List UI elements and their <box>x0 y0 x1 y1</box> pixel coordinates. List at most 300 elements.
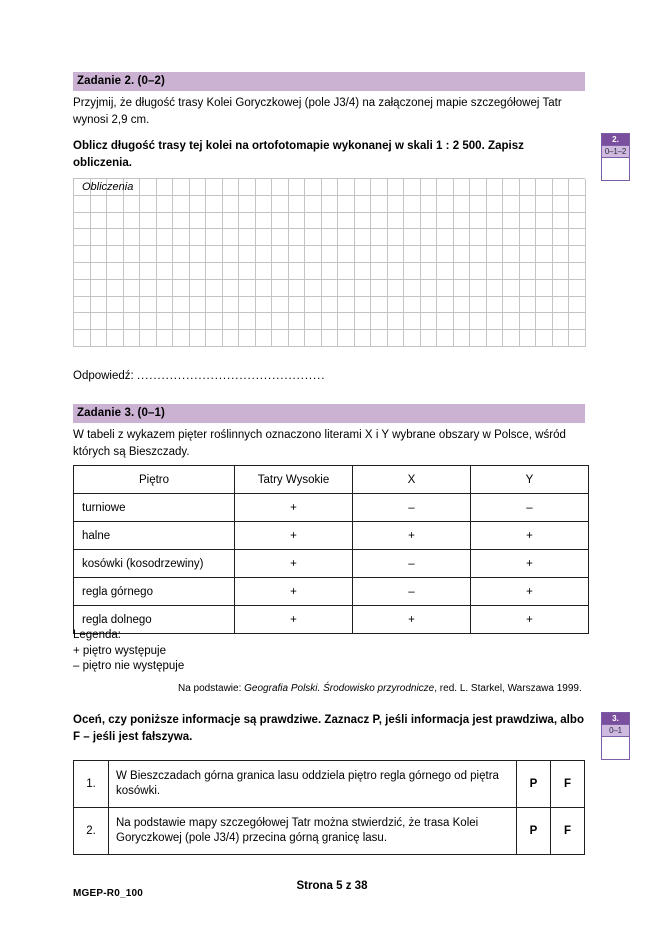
grid-cell[interactable] <box>338 246 355 263</box>
grid-cell[interactable] <box>322 229 339 246</box>
grid-cell[interactable] <box>487 229 504 246</box>
grid-cell[interactable] <box>157 313 174 330</box>
grid-cell[interactable] <box>338 280 355 297</box>
grid-cell[interactable] <box>371 330 388 347</box>
grid-cell[interactable] <box>553 280 570 297</box>
grid-cell[interactable] <box>470 313 487 330</box>
grid-cell[interactable] <box>190 330 207 347</box>
grid-cell[interactable] <box>520 229 537 246</box>
grid-cell[interactable] <box>157 179 174 196</box>
grid-cell[interactable] <box>503 297 520 314</box>
grid-cell[interactable] <box>206 313 223 330</box>
grid-cell[interactable] <box>569 280 586 297</box>
grid-cell[interactable] <box>74 229 91 246</box>
grid-cell[interactable] <box>371 213 388 230</box>
grid-cell[interactable] <box>404 263 421 280</box>
grid-cell[interactable] <box>256 213 273 230</box>
grid-cell[interactable] <box>173 246 190 263</box>
grid-cell[interactable] <box>388 263 405 280</box>
grid-cell[interactable] <box>289 213 306 230</box>
grid-cell[interactable] <box>91 229 108 246</box>
grid-cell[interactable] <box>173 330 190 347</box>
grid-cell[interactable] <box>338 297 355 314</box>
grid-cell[interactable] <box>173 313 190 330</box>
grid-cell[interactable] <box>454 330 471 347</box>
score-box-task-3-blank[interactable] <box>602 737 629 759</box>
grid-cell[interactable] <box>140 297 157 314</box>
grid-cell[interactable] <box>503 196 520 213</box>
grid-cell[interactable] <box>206 246 223 263</box>
grid-cell[interactable] <box>239 280 256 297</box>
grid-cell[interactable] <box>355 196 372 213</box>
grid-cell[interactable] <box>322 313 339 330</box>
score-box-task-2-blank[interactable] <box>602 158 629 180</box>
grid-cell[interactable] <box>569 246 586 263</box>
grid-cell[interactable] <box>454 213 471 230</box>
grid-cell[interactable] <box>355 330 372 347</box>
grid-cell[interactable] <box>239 246 256 263</box>
grid-cell[interactable] <box>223 330 240 347</box>
grid-cell[interactable] <box>91 297 108 314</box>
grid-cell[interactable] <box>272 179 289 196</box>
grid-cell[interactable] <box>487 297 504 314</box>
grid-cell[interactable] <box>355 213 372 230</box>
grid-cell[interactable] <box>503 179 520 196</box>
grid-cell[interactable] <box>256 313 273 330</box>
grid-cell[interactable] <box>520 246 537 263</box>
grid-cell[interactable] <box>437 196 454 213</box>
grid-cell[interactable] <box>569 213 586 230</box>
grid-cell[interactable] <box>437 297 454 314</box>
grid-cell[interactable] <box>388 229 405 246</box>
grid-cell[interactable] <box>223 229 240 246</box>
grid-row[interactable] <box>74 246 585 263</box>
grid-cell[interactable] <box>338 330 355 347</box>
grid-cell[interactable] <box>355 246 372 263</box>
grid-cell[interactable] <box>256 179 273 196</box>
grid-cell[interactable] <box>272 263 289 280</box>
grid-cell[interactable] <box>272 196 289 213</box>
grid-cell[interactable] <box>256 263 273 280</box>
grid-cell[interactable] <box>487 330 504 347</box>
grid-cell[interactable] <box>223 213 240 230</box>
grid-cell[interactable] <box>338 179 355 196</box>
grid-cell[interactable] <box>239 229 256 246</box>
grid-cell[interactable] <box>107 213 124 230</box>
grid-cell[interactable] <box>272 280 289 297</box>
grid-row[interactable] <box>74 196 585 213</box>
grid-cell[interactable] <box>272 229 289 246</box>
grid-cell[interactable] <box>404 179 421 196</box>
grid-cell[interactable] <box>91 280 108 297</box>
grid-cell[interactable] <box>322 297 339 314</box>
grid-cell[interactable] <box>223 179 240 196</box>
grid-cell[interactable] <box>289 246 306 263</box>
grid-cell[interactable] <box>371 297 388 314</box>
grid-cell[interactable] <box>338 196 355 213</box>
grid-cell[interactable] <box>190 196 207 213</box>
grid-cell[interactable] <box>239 330 256 347</box>
grid-cell[interactable] <box>223 313 240 330</box>
grid-cell[interactable] <box>256 196 273 213</box>
grid-cell[interactable] <box>91 246 108 263</box>
grid-cell[interactable] <box>157 246 174 263</box>
grid-cell[interactable] <box>553 246 570 263</box>
grid-cell[interactable] <box>355 280 372 297</box>
grid-cell[interactable] <box>107 313 124 330</box>
grid-cell[interactable] <box>421 330 438 347</box>
grid-cell[interactable] <box>289 280 306 297</box>
grid-cell[interactable] <box>421 280 438 297</box>
grid-cell[interactable] <box>289 297 306 314</box>
grid-row[interactable] <box>74 263 585 280</box>
grid-cell[interactable] <box>421 297 438 314</box>
grid-cell[interactable] <box>520 280 537 297</box>
grid-cell[interactable] <box>206 297 223 314</box>
grid-cell[interactable] <box>272 297 289 314</box>
grid-cell[interactable] <box>305 229 322 246</box>
answer-option-true[interactable]: P <box>517 761 551 808</box>
grid-cell[interactable] <box>190 263 207 280</box>
grid-cell[interactable] <box>107 330 124 347</box>
grid-cell[interactable] <box>190 179 207 196</box>
answer-option-true[interactable]: P <box>517 808 551 855</box>
grid-cell[interactable] <box>190 213 207 230</box>
grid-cell[interactable] <box>74 263 91 280</box>
grid-cell[interactable] <box>437 229 454 246</box>
grid-cell[interactable] <box>388 280 405 297</box>
grid-cell[interactable] <box>470 263 487 280</box>
grid-cell[interactable] <box>536 313 553 330</box>
grid-cell[interactable] <box>470 297 487 314</box>
grid-cell[interactable] <box>454 313 471 330</box>
grid-cell[interactable] <box>289 229 306 246</box>
grid-cell[interactable] <box>470 196 487 213</box>
grid-cell[interactable] <box>256 246 273 263</box>
grid-cell[interactable] <box>157 196 174 213</box>
grid-cell[interactable] <box>421 313 438 330</box>
grid-cell[interactable] <box>173 229 190 246</box>
grid-cell[interactable] <box>74 246 91 263</box>
grid-row[interactable] <box>74 330 585 347</box>
grid-cell[interactable] <box>305 280 322 297</box>
grid-cell[interactable] <box>223 280 240 297</box>
grid-cell[interactable] <box>569 313 586 330</box>
grid-cell[interactable] <box>553 229 570 246</box>
grid-cell[interactable] <box>437 280 454 297</box>
grid-cell[interactable] <box>206 229 223 246</box>
grid-cell[interactable] <box>520 196 537 213</box>
grid-cell[interactable] <box>289 196 306 213</box>
grid-cell[interactable] <box>421 263 438 280</box>
grid-cell[interactable] <box>305 330 322 347</box>
grid-cell[interactable] <box>206 196 223 213</box>
grid-cell[interactable] <box>536 330 553 347</box>
grid-cell[interactable] <box>140 179 157 196</box>
grid-cell[interactable] <box>124 213 141 230</box>
grid-cell[interactable] <box>74 213 91 230</box>
grid-cell[interactable] <box>553 263 570 280</box>
grid-cell[interactable] <box>140 280 157 297</box>
grid-cell[interactable] <box>173 280 190 297</box>
grid-cell[interactable] <box>223 297 240 314</box>
grid-cell[interactable] <box>553 297 570 314</box>
grid-cell[interactable] <box>173 196 190 213</box>
grid-row[interactable] <box>74 313 585 330</box>
grid-cell[interactable] <box>91 313 108 330</box>
grid-cell[interactable] <box>107 229 124 246</box>
grid-cell[interactable] <box>190 297 207 314</box>
grid-cell[interactable] <box>239 313 256 330</box>
grid-row[interactable] <box>74 280 585 297</box>
grid-cell[interactable] <box>239 196 256 213</box>
grid-cell[interactable] <box>322 263 339 280</box>
grid-cell[interactable] <box>157 213 174 230</box>
grid-cell[interactable] <box>503 213 520 230</box>
grid-cell[interactable] <box>470 213 487 230</box>
grid-cell[interactable] <box>91 213 108 230</box>
grid-cell[interactable] <box>536 246 553 263</box>
grid-cell[interactable] <box>371 196 388 213</box>
grid-cell[interactable] <box>289 263 306 280</box>
grid-cell[interactable] <box>520 263 537 280</box>
grid-cell[interactable] <box>157 263 174 280</box>
grid-cell[interactable] <box>190 229 207 246</box>
grid-cell[interactable] <box>536 179 553 196</box>
grid-cell[interactable] <box>503 280 520 297</box>
grid-cell[interactable] <box>305 196 322 213</box>
grid-cell[interactable] <box>536 297 553 314</box>
grid-row[interactable] <box>74 229 585 246</box>
grid-cell[interactable] <box>223 246 240 263</box>
grid-cell[interactable] <box>421 246 438 263</box>
grid-cell[interactable] <box>206 213 223 230</box>
grid-cell[interactable] <box>173 179 190 196</box>
grid-cell[interactable] <box>124 297 141 314</box>
grid-cell[interactable] <box>553 196 570 213</box>
grid-cell[interactable] <box>322 246 339 263</box>
grid-cell[interactable] <box>190 313 207 330</box>
grid-row[interactable] <box>74 213 585 230</box>
grid-cell[interactable] <box>107 196 124 213</box>
grid-cell[interactable] <box>74 280 91 297</box>
grid-cell[interactable] <box>338 263 355 280</box>
grid-cell[interactable] <box>487 213 504 230</box>
grid-cell[interactable] <box>256 229 273 246</box>
grid-cell[interactable] <box>388 196 405 213</box>
grid-cell[interactable] <box>569 196 586 213</box>
grid-cell[interactable] <box>470 229 487 246</box>
grid-cell[interactable] <box>388 246 405 263</box>
grid-cell[interactable] <box>437 330 454 347</box>
grid-cell[interactable] <box>437 246 454 263</box>
grid-cell[interactable] <box>355 179 372 196</box>
grid-cell[interactable] <box>520 330 537 347</box>
grid-cell[interactable] <box>569 229 586 246</box>
grid-cell[interactable] <box>322 280 339 297</box>
grid-cell[interactable] <box>272 313 289 330</box>
grid-cell[interactable] <box>536 196 553 213</box>
grid-cell[interactable] <box>454 179 471 196</box>
grid-cell[interactable] <box>140 229 157 246</box>
grid-cell[interactable] <box>124 280 141 297</box>
grid-cell[interactable] <box>487 280 504 297</box>
grid-cell[interactable] <box>322 213 339 230</box>
grid-cell[interactable] <box>404 280 421 297</box>
grid-cell[interactable] <box>536 213 553 230</box>
grid-cell[interactable] <box>388 213 405 230</box>
grid-cell[interactable] <box>157 229 174 246</box>
grid-cell[interactable] <box>355 297 372 314</box>
grid-cell[interactable] <box>553 213 570 230</box>
grid-cell[interactable] <box>272 246 289 263</box>
grid-cell[interactable] <box>157 280 174 297</box>
grid-cell[interactable] <box>355 229 372 246</box>
grid-cell[interactable] <box>404 330 421 347</box>
grid-cell[interactable] <box>553 330 570 347</box>
grid-cell[interactable] <box>569 263 586 280</box>
grid-cell[interactable] <box>338 213 355 230</box>
grid-cell[interactable] <box>124 313 141 330</box>
grid-cell[interactable] <box>503 246 520 263</box>
grid-cell[interactable] <box>140 246 157 263</box>
grid-cell[interactable] <box>454 246 471 263</box>
grid-cell[interactable] <box>404 246 421 263</box>
grid-cell[interactable] <box>421 213 438 230</box>
grid-cell[interactable] <box>437 213 454 230</box>
grid-cell[interactable] <box>107 263 124 280</box>
grid-cell[interactable] <box>74 313 91 330</box>
grid-cell[interactable] <box>289 330 306 347</box>
grid-cell[interactable] <box>536 229 553 246</box>
grid-cell[interactable] <box>107 246 124 263</box>
grid-cell[interactable] <box>421 229 438 246</box>
grid-cell[interactable] <box>553 179 570 196</box>
task-2-answer-line[interactable] <box>73 369 325 384</box>
grid-cell[interactable] <box>371 246 388 263</box>
grid-cell[interactable] <box>520 313 537 330</box>
grid-cell[interactable] <box>520 297 537 314</box>
grid-cell[interactable] <box>437 313 454 330</box>
grid-cell[interactable] <box>487 263 504 280</box>
grid-cell[interactable] <box>239 213 256 230</box>
grid-cell[interactable] <box>487 313 504 330</box>
grid-cell[interactable] <box>404 213 421 230</box>
grid-cell[interactable] <box>503 313 520 330</box>
grid-cell[interactable] <box>421 179 438 196</box>
grid-cell[interactable] <box>388 330 405 347</box>
grid-cell[interactable] <box>371 263 388 280</box>
grid-cell[interactable] <box>388 297 405 314</box>
grid-cell[interactable] <box>140 213 157 230</box>
grid-cell[interactable] <box>520 213 537 230</box>
grid-cell[interactable] <box>305 179 322 196</box>
grid-cell[interactable] <box>124 246 141 263</box>
grid-cell[interactable] <box>404 196 421 213</box>
grid-cell[interactable] <box>503 263 520 280</box>
grid-cell[interactable] <box>272 330 289 347</box>
grid-cell[interactable] <box>536 280 553 297</box>
grid-cell[interactable] <box>487 246 504 263</box>
grid-cell[interactable] <box>124 263 141 280</box>
grid-cell[interactable] <box>322 330 339 347</box>
grid-cell[interactable] <box>470 246 487 263</box>
grid-cell[interactable] <box>322 196 339 213</box>
answer-option-false[interactable]: F <box>551 761 585 808</box>
calculation-grid[interactable] <box>73 178 585 347</box>
grid-cell[interactable] <box>437 179 454 196</box>
grid-cell[interactable] <box>437 263 454 280</box>
grid-cell[interactable] <box>404 229 421 246</box>
grid-cell[interactable] <box>140 330 157 347</box>
grid-cell[interactable] <box>74 297 91 314</box>
answer-option-false[interactable]: F <box>551 808 585 855</box>
grid-cell[interactable] <box>91 196 108 213</box>
grid-cell[interactable] <box>206 263 223 280</box>
grid-cell[interactable] <box>322 179 339 196</box>
grid-cell[interactable] <box>124 196 141 213</box>
grid-cell[interactable] <box>470 280 487 297</box>
grid-cell[interactable] <box>157 297 174 314</box>
grid-cell[interactable] <box>421 196 438 213</box>
grid-cell[interactable] <box>289 179 306 196</box>
grid-cell[interactable] <box>404 313 421 330</box>
grid-cell[interactable] <box>239 297 256 314</box>
grid-cell[interactable] <box>256 330 273 347</box>
grid-row[interactable] <box>74 179 585 196</box>
grid-cell[interactable] <box>470 179 487 196</box>
grid-cell[interactable] <box>223 196 240 213</box>
grid-cell[interactable] <box>206 280 223 297</box>
grid-cell[interactable] <box>206 330 223 347</box>
grid-cell[interactable] <box>404 297 421 314</box>
grid-cell[interactable] <box>536 263 553 280</box>
grid-cell[interactable] <box>272 213 289 230</box>
grid-cell[interactable] <box>569 330 586 347</box>
grid-cell[interactable] <box>371 179 388 196</box>
grid-cell[interactable] <box>124 330 141 347</box>
grid-cell[interactable] <box>487 179 504 196</box>
grid-cell[interactable] <box>569 179 586 196</box>
grid-cell[interactable] <box>503 330 520 347</box>
grid-cell[interactable] <box>173 263 190 280</box>
grid-cell[interactable] <box>91 330 108 347</box>
grid-row[interactable] <box>74 297 585 314</box>
grid-cell[interactable] <box>206 179 223 196</box>
grid-cell[interactable] <box>223 263 240 280</box>
grid-cell[interactable] <box>487 196 504 213</box>
grid-cell[interactable] <box>305 263 322 280</box>
grid-cell[interactable] <box>305 313 322 330</box>
grid-cell[interactable] <box>454 280 471 297</box>
grid-cell[interactable] <box>91 263 108 280</box>
grid-cell[interactable] <box>173 213 190 230</box>
grid-cell[interactable] <box>454 297 471 314</box>
grid-cell[interactable] <box>305 213 322 230</box>
grid-cell[interactable] <box>388 179 405 196</box>
grid-cell[interactable] <box>289 313 306 330</box>
grid-cell[interactable] <box>157 330 174 347</box>
grid-cell[interactable] <box>239 263 256 280</box>
grid-cell[interactable] <box>107 297 124 314</box>
grid-cell[interactable] <box>371 280 388 297</box>
grid-cell[interactable] <box>74 196 91 213</box>
grid-cell[interactable] <box>470 330 487 347</box>
grid-cell[interactable] <box>553 313 570 330</box>
grid-cell[interactable] <box>454 263 471 280</box>
grid-cell[interactable] <box>140 196 157 213</box>
grid-cell[interactable] <box>190 280 207 297</box>
